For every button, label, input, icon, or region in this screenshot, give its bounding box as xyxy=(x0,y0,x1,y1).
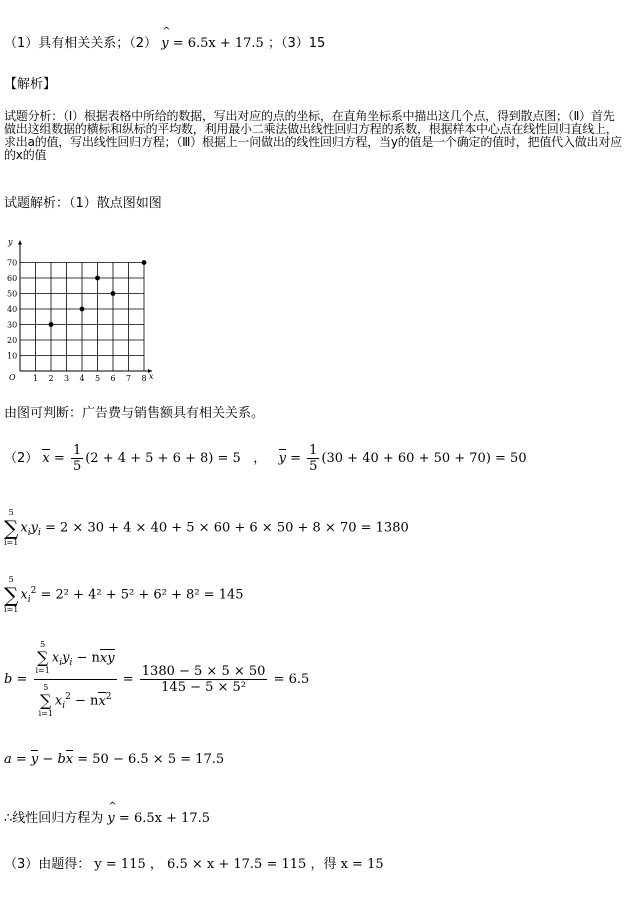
y-tick-label: 70 xyxy=(7,258,18,268)
sum-xy-y: y xyxy=(30,520,38,536)
regression-rhs: = 6.5x + 17.5 xyxy=(172,36,264,51)
y-tick-label: 60 xyxy=(7,274,18,283)
sum-xx-lower: i=1 xyxy=(4,605,19,614)
ybar-symbol: y xyxy=(278,451,286,466)
x-axis-label: x xyxy=(149,372,154,381)
sum-xx-sup: 2 xyxy=(30,586,37,597)
sum-xy-sub2: i xyxy=(37,528,41,539)
chart-ticks xyxy=(7,259,147,384)
y-axis-label: y xyxy=(8,237,13,247)
a-formula: a = y − bx = 50 − 6.5 × 5 = 17.5 xyxy=(4,752,225,767)
sum-xy-rhs: = 2 × 30 + 4 × 40 + 5 × 60 + 6 × 50 + 8 × 70 = 1380 xyxy=(44,520,409,536)
data-point xyxy=(142,260,147,265)
chart-grid xyxy=(20,263,144,372)
sum-xx-sigma: 5 ∑ i=1 xyxy=(4,575,19,614)
step2-label: （2） xyxy=(4,451,39,466)
x-tick-label: 3 xyxy=(64,374,70,383)
sum-xy-upper: 5 xyxy=(8,508,14,517)
b-numeric-fraction xyxy=(140,664,268,695)
xbar-expr: (2 + 4 + 5 + 6 + 8) = 5 xyxy=(85,451,241,466)
sum-xx-x: x xyxy=(20,587,28,603)
xbar-frac-num: 1 xyxy=(72,443,82,458)
sum-xy-x: x xyxy=(20,520,28,536)
answer-part-3: ；（3）15 xyxy=(267,36,326,51)
means-line: （2） x = $\frac{1}{5}$ (2 + 4 + 5 + 6 + 8) = 5 ， y = $\frac{1}{5}$ (30 + 40 + 60 + 50 + 70) = 50 xyxy=(4,443,527,474)
regression-y-hat: ^ y xyxy=(161,36,168,51)
b-formula xyxy=(4,640,309,719)
data-point xyxy=(111,291,116,296)
b-lhs: b = xyxy=(4,672,28,687)
sum-xy-sigma: 5 ∑ i=1 xyxy=(4,508,19,547)
answer-parts-1-2: （1）具有相关关系；（2） xyxy=(4,36,158,51)
sum-xy-sub1: i xyxy=(27,528,31,539)
b-den-x: x xyxy=(54,693,63,709)
b-den-upper: 5 xyxy=(43,683,49,692)
sum-xx-rhs: = 2² + 4² + 5² + 6² + 8² = 145 xyxy=(40,587,244,603)
b-result: = 6.5 xyxy=(273,672,310,687)
y-tick-label: 50 xyxy=(7,289,18,299)
sum-xx-sub: i xyxy=(27,595,31,606)
xbar-frac-den: 5 xyxy=(72,459,82,474)
b-general-den: 5 ∑ i=1 $x_i^2 - nx^2$ xyxy=(38,683,112,718)
analysis-header: 【解析】 xyxy=(4,77,57,92)
answer-line xyxy=(4,32,325,51)
b-general-num: 5 ∑ i=1 $x_iy_i$ − nxy xyxy=(34,640,117,680)
regression-final-y: ^ y xyxy=(107,811,114,826)
step3-eq1: y = 115 xyxy=(94,857,146,872)
b-eq: = xyxy=(122,672,134,687)
b-num-sigma: 5 ∑ i=1 xyxy=(35,640,50,675)
sum-xy-line xyxy=(4,508,409,548)
origin-label: O xyxy=(9,373,16,382)
conclusion: 由图可判断：广告费与销售额具有相关关系。 xyxy=(4,406,265,421)
ybar-frac-den: 5 xyxy=(309,459,318,474)
step3-eq2: 6.5 × x + 17.5 = 115 xyxy=(167,857,307,872)
x-tick-label: 5 xyxy=(95,374,101,383)
b-den-sigma: 5 ∑ i=1 xyxy=(38,683,53,718)
x-tick-label: 1 xyxy=(33,374,39,383)
a-lhs: a = xyxy=(4,752,27,767)
analysis-text: 试题分析：（Ⅰ）根据表格中所给的数据，写出对应的点的坐标，在直角坐标系中描出这几个点，得到散点图；（Ⅱ）首先做出这组数据的横标和纵标的平均数，利用最小二乘法做出线性回归方程的系数，根据样本中心点在线性回归直线上，求出a的值，写出线性回归方程；（Ⅲ）根据上一问做出的线性回归方程，当y的值是一个确定的值时，把值代入做出对应的x的值 xyxy=(4,109,622,162)
y-tick-label: 40 xyxy=(7,305,18,314)
sum-xx-upper: 5 xyxy=(8,575,14,584)
xbar-fraction xyxy=(71,443,83,474)
b-num-upper: 5 xyxy=(40,640,46,649)
x-tick-label: 6 xyxy=(110,374,116,383)
ybar-frac-num: 1 xyxy=(309,443,318,458)
b-numeric-den: 145 − 5 × 5² xyxy=(161,680,247,695)
b-general-fraction xyxy=(34,640,117,719)
data-point xyxy=(80,307,85,312)
scatter-plot xyxy=(4,226,164,386)
b-num-minus: − n xyxy=(76,650,100,666)
b-den-lower: i=1 xyxy=(38,709,53,718)
step3-label: （3）由题得： xyxy=(4,857,91,872)
regression-line xyxy=(4,807,210,826)
regression-final-rhs: = 6.5x + 17.5 xyxy=(118,811,211,826)
regression-prefix: ∴线性回归方程为 xyxy=(4,811,104,826)
x-tick-label: 8 xyxy=(141,374,147,383)
step3-line xyxy=(4,853,384,872)
xbar-symbol: x xyxy=(42,451,50,466)
b-numeric-num: 1380 − 5 × 5 × 50 xyxy=(141,664,266,679)
y-tick-label: 30 xyxy=(7,320,18,330)
ybar-fraction xyxy=(307,443,319,474)
ybar-expr: (30 + 40 + 60 + 50 + 70) = 50 xyxy=(321,451,527,466)
b-num-x: x xyxy=(51,650,60,666)
sum-xy-lower: i=1 xyxy=(4,538,19,547)
step3-sep2: ，得 xyxy=(310,857,337,872)
step3-eq3: x = 15 xyxy=(340,857,384,872)
x-tick-label: 7 xyxy=(126,374,132,383)
y-axis-arrow xyxy=(18,241,22,245)
a-expr: = 50 − 6.5 × 5 = 17.5 xyxy=(77,752,225,767)
x-tick-label: 2 xyxy=(48,374,54,383)
solution-intro: 试题解析：（1）散点图如图 xyxy=(4,196,162,211)
y-tick-label: 10 xyxy=(7,351,18,361)
y-tick-label: 20 xyxy=(7,336,18,345)
x-tick-label: 4 xyxy=(79,374,85,383)
step3-sep1: ， xyxy=(149,857,163,872)
sum-xx-line xyxy=(4,575,244,615)
data-point xyxy=(95,276,100,281)
data-point xyxy=(49,322,54,327)
b-den-minus: − n xyxy=(75,693,99,709)
b-num-lower: i=1 xyxy=(35,666,50,675)
means-sep: ， xyxy=(253,451,267,466)
